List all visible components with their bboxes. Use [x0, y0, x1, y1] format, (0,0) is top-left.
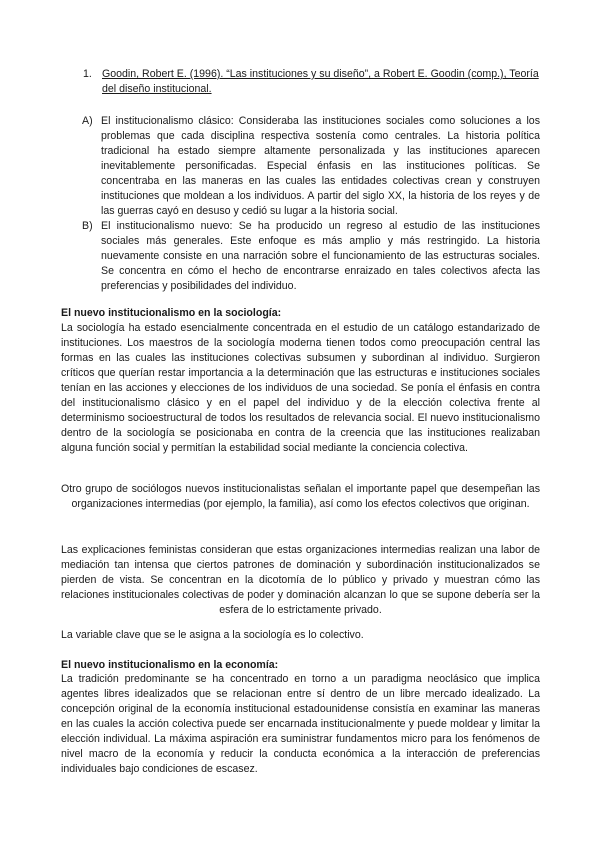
economy-paragraph-1: La tradición predominante se ha concentrado en torno a un paradigma neoclásico que implica agentes libres idealizados que se relacionan entre sí dentro de un libre mercado idealizado. La concepción original de la economía institucional estadounidense consistía en examinar las maneras en las cuales la acción colectiva puede ser encarnada institucionalmente y puede moldear y limitar la elección individual. La máxima aspiración era suministrar fundamentos micro para los fenómenos de nivel macro de la economía y reducir la conducta económica a la interacción de preferencias individuales bajo condiciones de escasez.: [61, 673, 540, 775]
list-item-text: El institucionalismo nuevo: Se ha producido un regreso al estudio de las instituciones sociales más generales. Este enfoque es más amplio y más restringido. La historia nuevamente consiste en una narración sobre el funcionamiento de las estructuras sociales. Se concentra en cómo el hecho de encontrarse enraizado en tales colectivos afecta las preferencias y posibilidades del individuo.: [101, 220, 540, 292]
sociology-paragraph-1: La sociología ha estado esencialmente concentrada en el estudio de un catálogo estandarizado de instituciones. Los maestros de la sociología moderna tienen todos como preocupación central las formas en las cuales las instituciones colectivas subsumen y subordinan al individuo. Surgieron críticos que querían restar importancia a la determinación que las estructuras e instituciones sociales tenían en las acciones y elecciones de los individuos de una sociedad. Se ponía el énfasis en contra del institucionalismo clásico y en el papel del individuo y de la elección colectiva frente al determinismo socioestructural de todos los resultados de relevancia social. El nuevo institucionalismo dentro de la sociología se posicionaba en contra de la creencia que las instituciones realizaban alguna función social y permitían la estabilidad social mediante la conciencia colectiva.: [61, 322, 540, 454]
list-item-letter: A): [82, 115, 93, 127]
sociology-paragraph-4: La variable clave que se le asigna a la sociología es lo colectivo.: [61, 629, 364, 641]
sociology-paragraph-3: Las explicaciones feministas consideran que estas organizaciones intermedias realizan una labor de mediación tan intensa que ciertos patrones de dominación y subordinación institucionalizados se pierden de vista. Se concentran en la dicotomía de lo público y privado y muestran cómo las relaciones institucionales colectivas de poder y dominación alcanzan lo que se supone debería ser la esfera de lo estrictamente privado.: [61, 544, 540, 616]
section-heading-sociology: El nuevo institucionalismo en la sociología:: [61, 307, 282, 319]
reference-entry: [83, 67, 543, 97]
list-item-letter: B): [82, 220, 93, 232]
list-item-a: [82, 114, 540, 219]
section-heading-economy: El nuevo institucionalismo en la economía:: [61, 659, 279, 671]
list-item-b: [82, 219, 540, 294]
list-item-text: El institucionalismo clásico: Consideraba las instituciones sociales como soluciones a los problemas que cada disciplina respectiva sostenía como centrales. La historia política tradicional ha estado siempre altamente personalizada y las instituciones aparecen inevitablemente personificadas. Especial énfasis en las instituciones políticas. Se concentraba en las maneras en las cuales las entidades colectivas crean y construyen instituciones que moldean a los individuos. A partir del siglo XX, la historia de los reyes y de las guerras cayó en desuso y cedió su lugar a la historia social.: [101, 115, 540, 217]
reference-number: 1.: [83, 68, 92, 80]
reference-citation-link[interactable]: Goodin, Robert E. (1996). “Las instituciones y su diseño”, a Robert E. Goodin (comp.), Teoría del diseño institucional.: [102, 68, 539, 95]
sociology-paragraph-2: Otro grupo de sociólogos nuevos institucionalistas señalan el importante papel que desempeñan las organizaciones intermedias (por ejemplo, la familia), así como los efectos colectivos que originan.: [61, 483, 540, 510]
